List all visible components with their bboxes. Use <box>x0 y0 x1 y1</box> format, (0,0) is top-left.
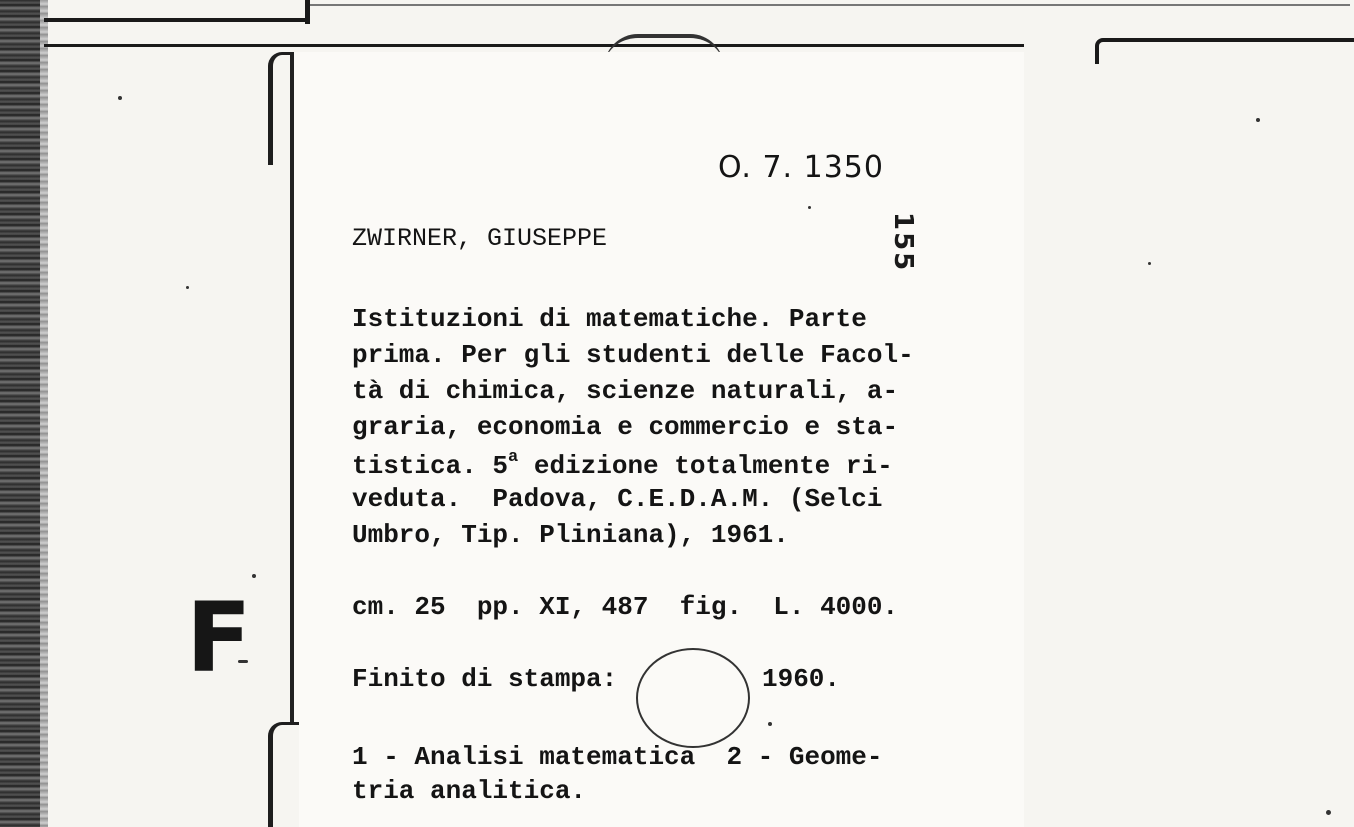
physical-description: cm. 25 pp. XI, 487 fig. L. 4000. <box>352 592 899 622</box>
speckle <box>808 206 811 209</box>
binding-strip <box>0 0 42 827</box>
speckle <box>1148 262 1151 265</box>
speckle <box>1326 810 1331 815</box>
title-line-7: Umbro, Tip. Pliniana), 1961. <box>352 520 789 550</box>
speckle <box>186 286 189 289</box>
side-number: 155 <box>888 212 918 273</box>
speckle <box>118 96 122 100</box>
title-line-5 <box>352 448 893 481</box>
printed-label: Finito di stampa: <box>352 664 618 694</box>
top-rule-faint <box>310 4 1350 6</box>
speckle <box>252 574 256 578</box>
margin-letter: F <box>186 582 252 694</box>
binding-edge <box>40 0 48 827</box>
card-tab-bottom <box>268 722 299 827</box>
title-line-6: veduta. Padova, C.E.D.A.M. (Selci <box>352 484 883 514</box>
title-line-4: graria, economia e commercio e sta- <box>352 412 899 442</box>
speckle <box>768 722 772 726</box>
edition-number: tistica. 5 <box>352 451 509 481</box>
edition-rest: edizione totalmente ri- <box>518 451 893 481</box>
printed-year: 1960. <box>762 664 841 694</box>
top-rule-main <box>44 44 1024 47</box>
top-rule-left <box>44 18 309 22</box>
stamp-circle <box>636 648 750 748</box>
subjects-line-1: 1 - Analisi matematica 2 - Geome- <box>352 742 883 772</box>
subjects-line-2: tria analitica. <box>352 776 587 806</box>
edition-superscript: a <box>508 448 519 467</box>
title-line-1: Istituzioni di matematiche. Parte <box>352 304 867 334</box>
title-line-2: prima. Per gli studenti delle Facol- <box>352 340 914 370</box>
title-line-3: tà di chimica, scienze naturali, a- <box>352 376 899 406</box>
author-heading: ZWIRNER, GIUSEPPE <box>352 224 608 253</box>
right-card-edge <box>1095 38 1354 64</box>
call-number: O. 7. 1350 <box>718 150 884 185</box>
speckle <box>1256 118 1260 122</box>
